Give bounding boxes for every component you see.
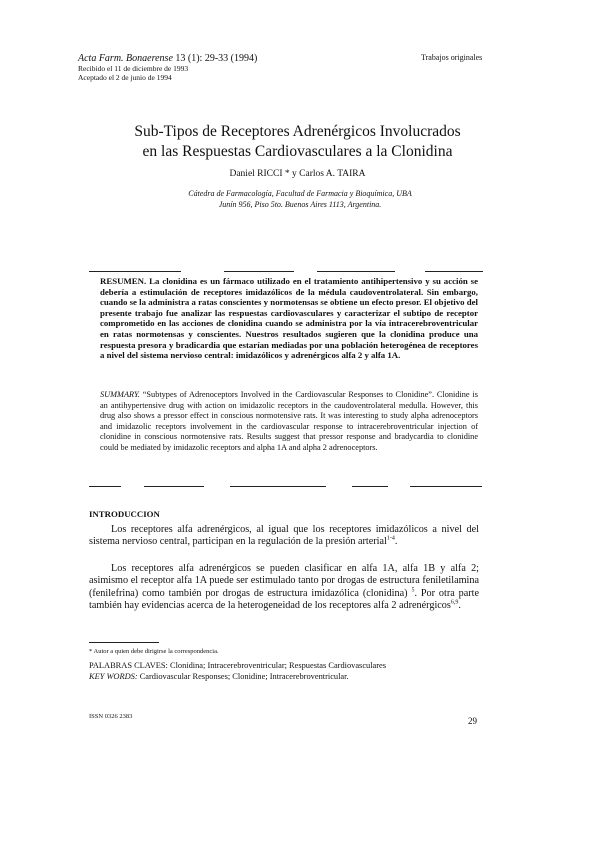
p2-end: . [458,600,461,612]
abstract-top-rule [89,271,181,272]
accepted-date: Aceptado el 2 de junio de 1994 [78,73,172,82]
keywords-es-label: PALABRAS CLAVES: [89,661,168,670]
affiliation-line-1: Cátedra de Farmacología, Facultad de Farmacia y Bioquímica, UBA [188,189,412,198]
correspondence-footnote: * Autor a quien debe dirigirse la correspondencia. [89,648,219,655]
article-title [60,122,535,162]
summary-text: “Subtypes of Adrenoceptors Involved in the Cardiovascular Responses to Clonidine”. Clonidine is an antihypertensive drug with action on imidazolic receptors in the caudoventrolateral medulla. However, this drug also shows a pressor effect in conscious normotensive rats. It was interesting to study alpha adrenoceptors and imidazolic receptors involvement in the cardiovascular response to intracerebroventricular injection of clonidine in conscious normotensive rats. Results suggest that pressor response and bradycardia to clonidine could be mediated by imidazolic receptors and alpha 1A and alpha 2 adrenoceptors. [100,390,478,452]
title-line-2: en las Respuestas Cardiovasculares a la Clonidina [142,143,453,160]
journal-issue: 13 (1): 29-33 (1994) [175,53,258,64]
abstract-bottom-rule [410,486,482,487]
abstract-bottom-rule [352,486,388,487]
article-authors: Daniel RICCI * y Carlos A. TAIRA [229,169,366,179]
abstract-en [100,390,478,454]
p1-end: . [394,536,398,548]
abstract-top-rule [224,271,294,272]
introduction-paragraph-2 [89,563,479,613]
p2-text-b: . Por otra parte también hay evidencias acerca de la heterogeneidad de los receptores alfa 2 adrenérgicos [89,587,480,612]
abstract-text: La clonidina es un fármaco utilizado en el tratamiento antihipertensivo y su acción se debería a estimulación de receptores imidazólicos de la médula caudoventrolateral. Sin embargo, cuando se la administra a ratas conscientes y normotensas se obtiene un efecto presor. El objetivo del presente trabajo fue analizar las respuestas cardiovasculares y caracterizar el subtipo de receptor comprometido en las acciones de clonidina cuando se administra por la vía intracerebroventricular en ratas normotensas y conscientes. Nuestros resultados sugieren que la clonidina produce una respuesta presora y bradicardia que estarían mediadas por una población heterogénea de receptores a nivel del sistema nervioso central: imidazólicos y adrenérgicos alfa 2 y alfa 1A. [100,276,478,361]
keywords-en [89,671,489,682]
page-number: 29 [468,716,477,726]
p1-reference: 1-4 [386,536,395,543]
title-line-1: Sub-Tipos de Receptores Adrenérgicos Involucrados [134,123,461,140]
received-dates [78,64,188,82]
affiliation-line-2: Junín 956, Piso 5to. Buenos Aires 1113, Argentina. [218,200,382,209]
footnote-separator [89,642,159,643]
introduction-paragraph-1 [89,524,479,549]
keywords-es-text: Clonidina; Intracerebroventricular; Respuestas Cardiovasculares [169,661,387,670]
abstract-bottom-rule [89,486,121,487]
keywords-es [89,660,489,671]
received-date: Recibido el 11 de diciembre de 1993 [78,64,189,73]
keywords-en-text: Cardiovascular Responses; Clonidine; Intracerebroventricular. [139,672,349,681]
p2-text-a: Los receptores alfa adrenérgicos se pueden clasificar en alfa 1A, alfa 1B y alfa 2; asimismo el receptor alfa 1A puede ser estimulado tanto por drogas de estructura feniletilamina (fenilefrina) como también por drogas de estructura imidazólica (clonidina) [89,563,479,599]
abstract-lead: RESUMEN. [100,276,147,286]
journal-name: Acta Farm. Bonaerense [78,53,173,64]
keywords-en-label: KEY WORDS: [89,672,138,681]
abstract-top-rule [317,271,395,272]
article-affiliation [150,188,450,210]
p2-reference-1: 5 [411,587,415,594]
abstract-es [100,276,478,361]
introduction-heading: INTRODUCCION [89,509,160,519]
summary-lead: SUMMARY. [100,390,140,399]
issn-number: ISSN 0326 2383 [89,713,133,720]
p2-reference-2: 6,9 [450,599,459,606]
abstract-bottom-rule [144,486,204,487]
keywords-block [89,660,489,682]
abstract-bottom-rule [230,486,326,487]
abstract-top-rule [425,271,483,272]
section-label: Trabajos originales [421,53,483,62]
journal-citation [78,53,257,64]
p1-text: Los receptores alfa adrenérgicos, al igual que los receptores imidazólicos a nivel del sistema nervioso central, participan en la regulación de la presión arterial [89,524,479,548]
